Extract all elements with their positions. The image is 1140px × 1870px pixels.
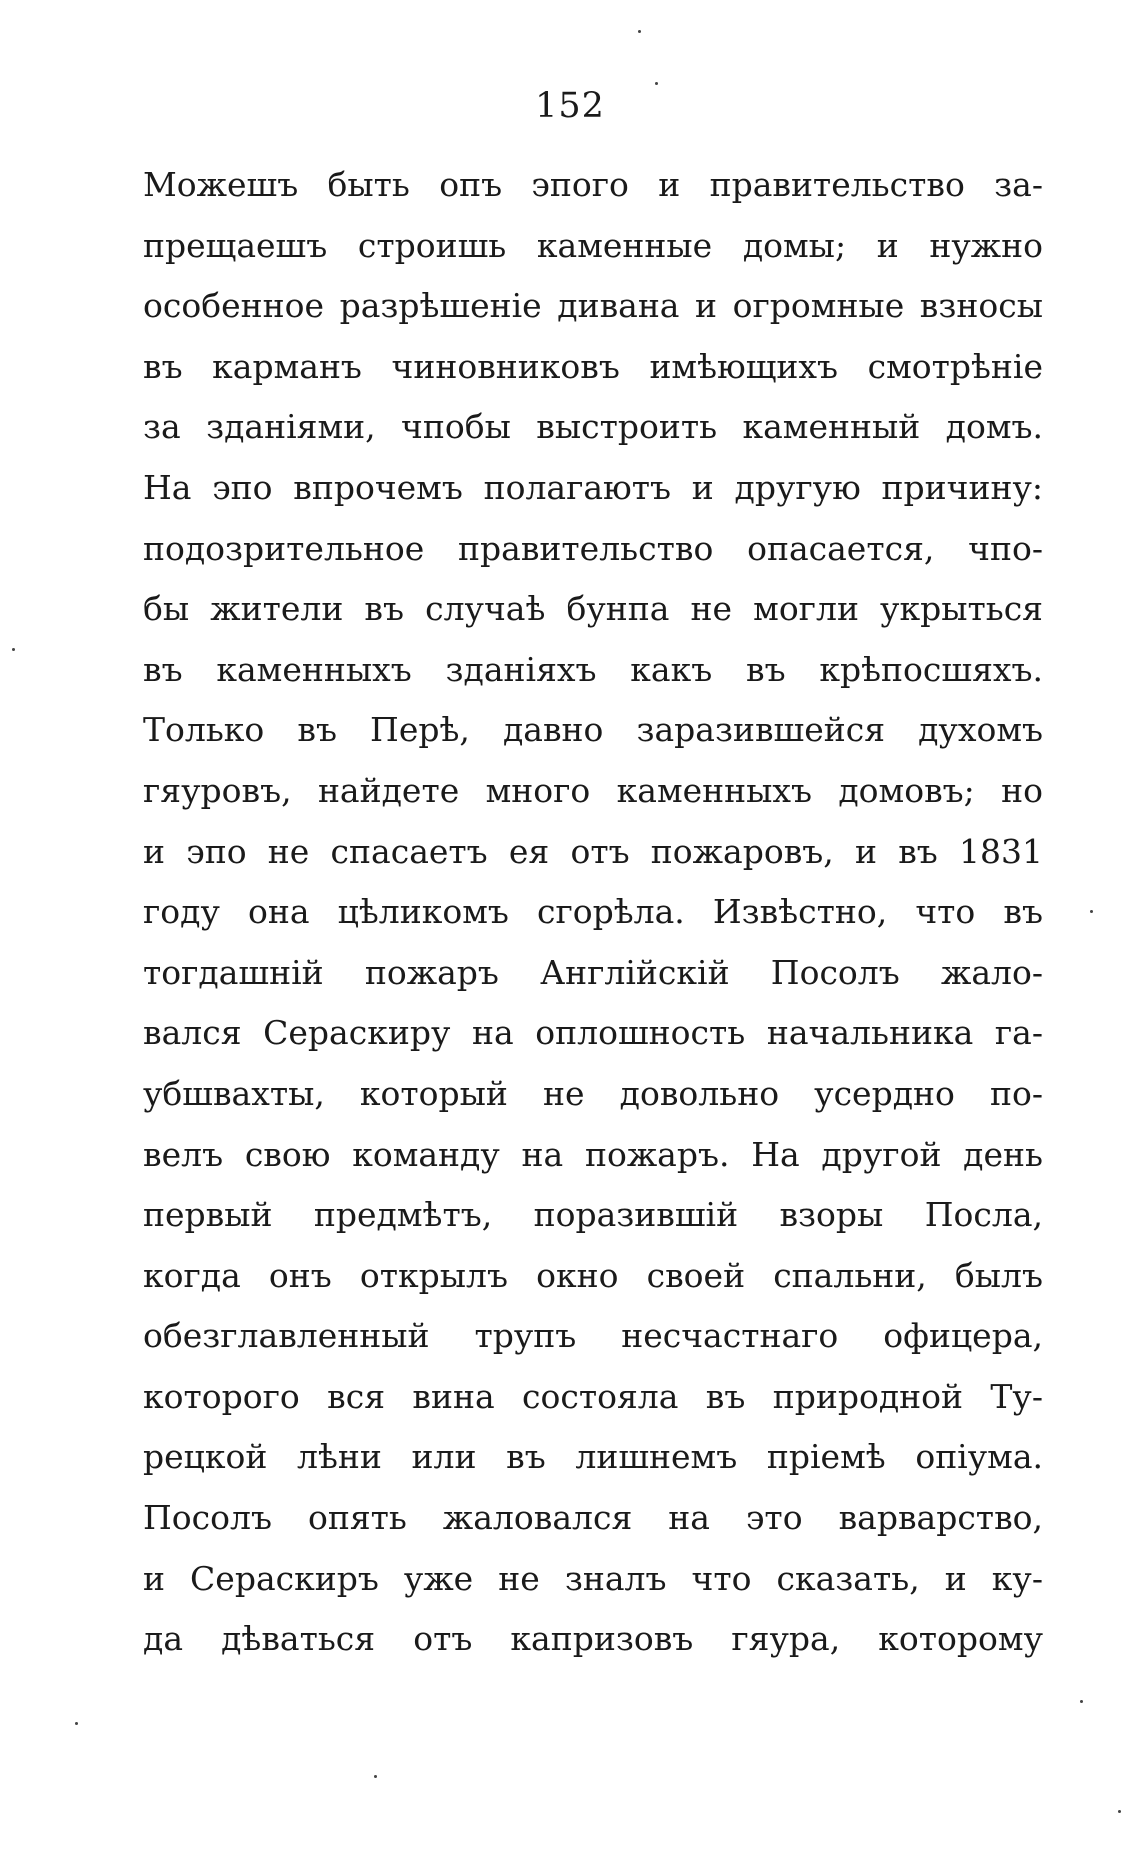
text-line: обезглавленный трупъ несчастнаго офицера, — [143, 1316, 1043, 1356]
text-line: убшвахты, который не довольно усердно по- — [143, 1073, 1043, 1113]
text-line: да дѣваться отъ капризовъ гяура, которому — [143, 1619, 1043, 1659]
text-line: первый предмѣтъ, поразившій взоры Посла, — [143, 1195, 1043, 1235]
text-line: въ карманъ чиновниковъ имѣющихъ смотрѣніе — [143, 346, 1043, 386]
text-line: На эпо впрочемъ полагаютъ и другую причину: — [143, 467, 1043, 507]
page-number: 152 — [535, 86, 605, 126]
text-line: тогдашній пожаръ Англійскій Посолъ жало- — [143, 952, 1043, 992]
scan-speck — [1118, 1810, 1121, 1813]
text-line: Посолъ опять жаловался на это варварство, — [143, 1498, 1043, 1538]
text-line: Только въ Перѣ, давно заразившейся духомъ — [143, 710, 1043, 750]
scan-speck — [374, 1775, 377, 1778]
text-line: за зданіями, чпобы выстроить каменный домъ. — [143, 407, 1043, 447]
text-line: рецкой лѣни или въ лишнемъ пріемѣ опіума. — [143, 1437, 1043, 1477]
text-line: которого вся вина состояла въ природной Ту- — [143, 1376, 1043, 1416]
text-line: и эпо не спасаетъ ея отъ пожаровъ, и въ 1831 — [143, 831, 1043, 871]
text-line: Можешъ быть опъ эпого и правительство за- — [143, 165, 1043, 204]
text-line: гяуровъ, найдете много каменныхъ домовъ; но — [143, 770, 1043, 810]
scan-speck — [12, 648, 15, 651]
text-line: и Сераскиръ уже не зналъ что сказать, и ку- — [143, 1558, 1043, 1598]
scan-speck — [1090, 910, 1093, 913]
scan-speck — [75, 1722, 78, 1725]
body-text — [143, 155, 1043, 1670]
scan-speck — [1080, 1700, 1083, 1703]
text-line: когда онъ открылъ окно своей спальни, былъ — [143, 1255, 1043, 1295]
text-line: прещаешъ строишь каменные домы; и нужно — [143, 225, 1043, 265]
text-line: вался Сераскиру на оплошность начальника га- — [143, 1013, 1043, 1053]
scan-speck — [655, 82, 658, 85]
text-line: году она цѣликомъ сгорѣла. Извѣстно, что въ — [143, 892, 1043, 932]
text-line: особенное разрѣшеніе дивана и огромные взносы — [143, 286, 1043, 326]
text-line: подозрительное правительство опасается, чпо- — [143, 528, 1043, 568]
text-line: велъ свою команду на пожаръ. На другой день — [143, 1134, 1043, 1174]
scan-speck — [638, 30, 641, 33]
text-line: въ каменныхъ зданіяхъ какъ въ крѣпосшяхъ. — [143, 649, 1043, 689]
text-line: бы жители въ случаѣ бунпа не могли укрыться — [143, 589, 1043, 629]
